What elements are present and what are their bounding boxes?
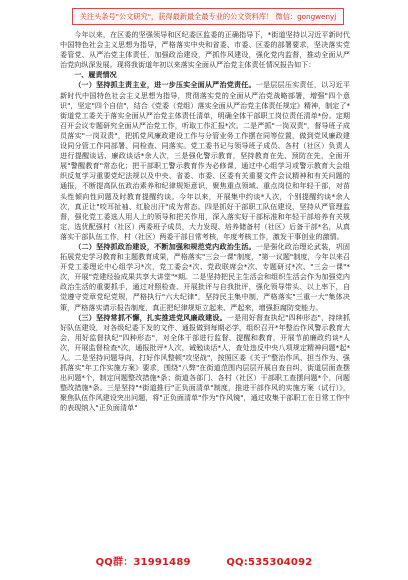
subsection-1-heading: （一）坚持抓主责主业，进一步压实全面从严治党责任。 <box>74 80 256 90</box>
subsection-3 <box>60 313 350 414</box>
qq-contact: QQ:535304092 <box>226 557 313 568</box>
top-banner[interactable]: 关注头条号"公文研究"，获得最新最全最专业的公文资料库！ 微信：gongwenyj <box>72 8 344 25</box>
subsection-3-heading: （三）坚持常抓不懈，扎实推进党风廉政建设。 <box>74 312 227 322</box>
subsection-2-text: 一是强化政治理论武装，巩固拓展党史学习教育和主题教育成果，严格落实"三会一课"制度，"第一议题"制度，今年以来召开党工委理论中心组学习*次，党工委会*次、党政联席会*次、专题研讨*次、"三会一课"*次，开展"党建经验成果共享大讲堂"*期。二是坚持把民主生活会和组织生活会作为加强党内政治生活的重要抓手，通过对照检查、开展批评与自我批评，强化领导带头、以上率下，自觉遵守党章党纪党规，严格执行"六大纪律"，坚持民主集中制，严格落实"三重一大"集体决策，严格落实请示报告制度，真正把纪律规矩立起来、严起来，增强拒腐防变能力。 <box>60 241 351 312</box>
section-title: 一、履责情况 <box>74 70 117 80</box>
qq-group: QQ群：31991489 <box>95 557 191 568</box>
subsection-1 <box>60 80 350 242</box>
subsection-3-text: 一是用好督查执纪"四种形态"，持续抓好队伍建设，对各级纪委下发的文件、通报做到每期必学，组织召开*年整治作风警示教育大会，用好监督执纪"四种形态"，对全体干部进行监督、提醒和教育，开展节前廉政约谈*人次，开展监督检查*次，通报批评*人次，诫勉谈话*人，查处违反中央八项规定精神问题*起*人。二是坚持问题导向，打好作风整顿"攻坚战"，按照区委《关于"整治作风、担当作为、强抓落实"年工作实施方案》要求，围绕"八弊"在街道范围内层层开展自查自纠，街道层面查摆出问题*个，制定问题整改措施*条；街道各部门、各村（社区）干部职工查摆问题*个，问题整改措施*条。三是坚持"*街道推行"正负面清单"制度，推进干部作风的实施方案（试行）》，聚焦队伍作风建设突出问题，将"正负面清单"作为"作风镜"，通过收集干部职工在日常工作中的表现纳入"正负面清单" <box>60 312 350 413</box>
subsection-1-text: 一是层层压实责任，以习近平新时代中国特色社会主义思想为指导，贯彻落实党的全面从严治党战略部署，增强"四个意识"，坚定"四个自信"，结合《党委（党组）落实全面从严治党主体责任规定》精神，制定了*街道党工委关于落实全面从严治党主体责任清单，明确全体干部职工岗位责任清单*份。定期召开会议专题研究全面从严治党工作，听取工作汇报*次。二是严抓"一岗双责"，督导班子成员落实"一岗双责"，把抓党风廉政建设工作与分管业务工作摆在同等位置，做到党风廉政建设同分管工作同部署、同检查、同落实。党工委书记与领导班子成员、各村（社区）负责人进行提醒谈话、廉政谈话*余人次，三是强化警示教育，坚持教育在先、预防在先，全面开展"警醒教育"常态化；把干部职工警示教育作为必修课，通过中心组学习或警示教育大会组织反复学习重要党纪法规以及中央、省委、市委、区委有关重要文件会议精神和有关问题的通报，不断提高队伍政治素养和纪律规矩意识，聚焦重点领域、重点岗位和年轻干部，对苗头性倾向性问题及时教育提醒约谈。今年以来，开展集中约谈*人次，个别提醒约谈*余人次，真正让"咬耳扯袖、红脸出汗"成为常态。四是抓好干部职工队伍建设，坚持从严管理监督，强化党工委选人用人上的领导和把关作用，深入落实好干部标准和年轻干部培养有关规定，选优配强村（社区）两委班子成员，大力发现、培养储备村（社区）后备干部*名，从真落实干部队伍工作，村（社区）两委干部日常考核，年度考核工作，激发干事创业的激情。 <box>60 80 351 241</box>
contact-footer <box>0 553 408 571</box>
document-body <box>60 30 350 550</box>
intro-paragraph: 今年以来，在区委的坚强领导和区纪委区监委的正确指导下，*街道坚持以习近平新时代中国特色社会主义思想为指导，严格落实中央和省委、市委、区委的部署要求，坚决落实党委管党、从严治党主体责任，加强政治建设，严抓作风建设，强化党内监督，推动全面从严治党向纵深发展。现将我街道年初以来落实全面从严治党主体责任情况报告如下： <box>60 30 350 70</box>
subsection-2-heading: （二）坚持抓政治建设，不断加强和规范党内政治生活。 <box>74 241 256 251</box>
subsection-2 <box>60 242 350 313</box>
